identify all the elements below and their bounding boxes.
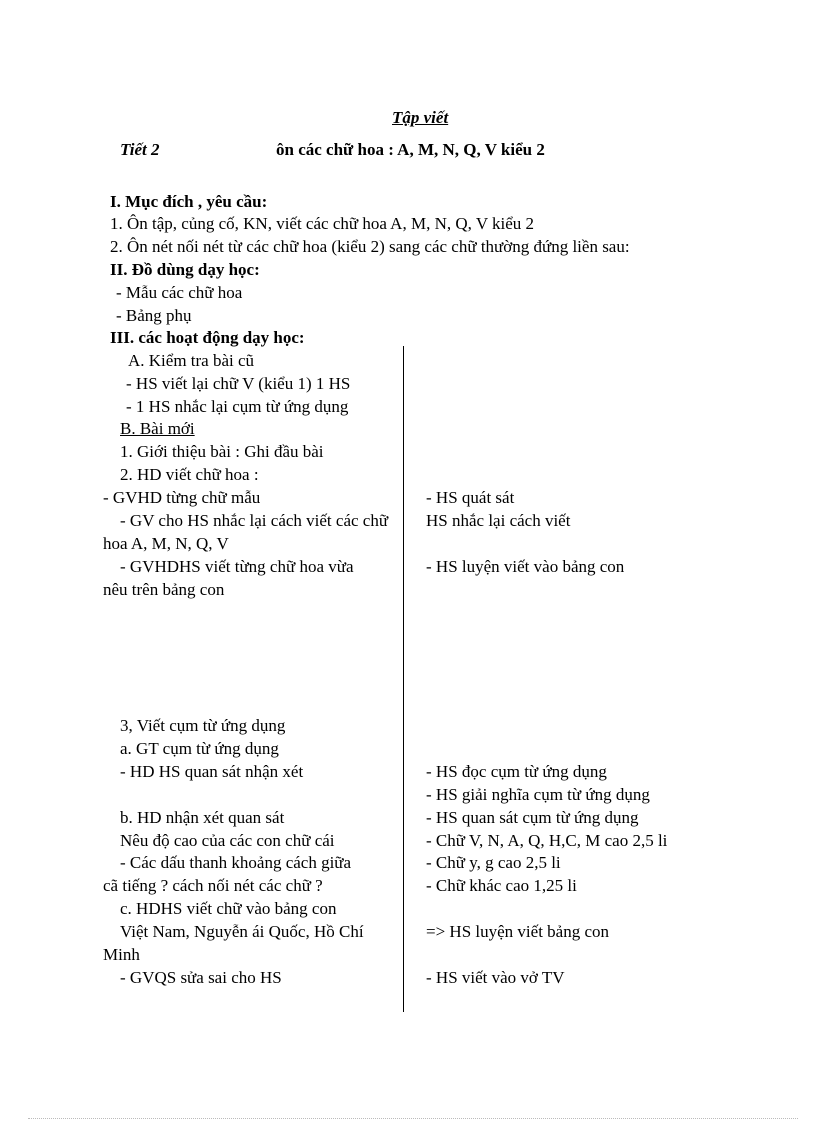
section1-heading: I. Mục đích , yêu cầu: (110, 192, 268, 211)
right-line: - HS quát sát (426, 488, 515, 507)
right-line: - HS luyện viết vào bảng con (426, 557, 625, 576)
section2-item: - Bảng phụ (116, 306, 192, 325)
lesson-number: Tiết 2 (120, 140, 160, 159)
left-line: a. GT cụm từ ứng dụng (120, 739, 279, 758)
left-line: A. Kiểm tra bài cũ (128, 351, 255, 370)
left-line: b. HD nhận xét quan sát (120, 808, 285, 827)
right-line: - HS giải nghĩa cụm từ ứng dụng (426, 785, 650, 804)
section1-item: 2. Ôn nét nối nét từ các chữ hoa (kiểu 2) sang các chữ thường đứng liền sau: (110, 237, 630, 256)
left-line: - 1 HS nhắc lại cụm từ ứng dụng (126, 397, 349, 416)
left-line: - Các dấu thanh khoảng cách giữa (120, 853, 352, 872)
left-line: Việt Nam, Nguyễn ái Quốc, Hồ Chí (120, 922, 364, 941)
left-line: 3, Viết cụm từ ứng dụng (120, 716, 286, 735)
column-divider (403, 346, 404, 1012)
left-line: - GVQS sửa sai cho HS (120, 968, 282, 987)
left-line: Nêu độ cao của các con chữ cái (120, 831, 335, 850)
left-line: hoa A, M, N, Q, V (103, 534, 229, 553)
section2-item: - Mẫu các chữ hoa (116, 283, 243, 302)
left-line: - GVHD từng chữ mẫu (103, 488, 261, 507)
right-line: - HS viết vào vở TV (426, 968, 565, 987)
left-line: B. Bài mới (120, 419, 195, 438)
left-line: - GV cho HS nhắc lại cách viết các chữ (120, 511, 389, 530)
right-line: - Chữ y, g cao 2,5 li (426, 853, 561, 872)
right-line: - Chữ khác cao 1,25 li (426, 876, 577, 895)
section1-item: 1. Ôn tập, củng cố, KN, viết các chữ hoa A, M, N, Q, V kiểu 2 (110, 214, 535, 233)
right-line: => HS luyện viết bảng con (426, 922, 610, 941)
left-line: cã tiếng ? cách nối nét các chữ ? (103, 876, 323, 895)
left-line: - HD HS quan sát nhận xét (120, 762, 304, 781)
section3-heading: III. các hoạt động dạy học: (110, 328, 305, 347)
section2-heading: II. Đồ dùng dạy học: (110, 260, 260, 279)
left-line: 2. HD viết chữ hoa : (120, 465, 259, 484)
right-line: - HS quan sát cụm từ ứng dụng (426, 808, 639, 827)
left-line: - GVHDHS viết từng chữ hoa vừa (120, 557, 354, 576)
left-line: 1. Giới thiệu bài : Ghi đầu bài (120, 442, 324, 461)
left-line: c. HDHS viết chữ vào bảng con (120, 899, 337, 918)
right-line: HS nhắc lại cách viết (426, 511, 571, 530)
left-line: - HS viết lại chữ V (kiểu 1) 1 HS (126, 374, 351, 393)
page-bottom-border (28, 1118, 798, 1119)
subject-title: Tập viết (392, 108, 449, 127)
right-line: - Chữ V, N, A, Q, H,C, M cao 2,5 li (426, 831, 668, 850)
left-line: nêu trên bảng con (103, 580, 225, 599)
left-line: Minh (103, 945, 140, 964)
right-line: - HS đọc cụm từ ứng dụng (426, 762, 607, 781)
lesson-topic: ôn các chữ hoa : A, M, N, Q, V kiểu 2 (276, 140, 545, 159)
